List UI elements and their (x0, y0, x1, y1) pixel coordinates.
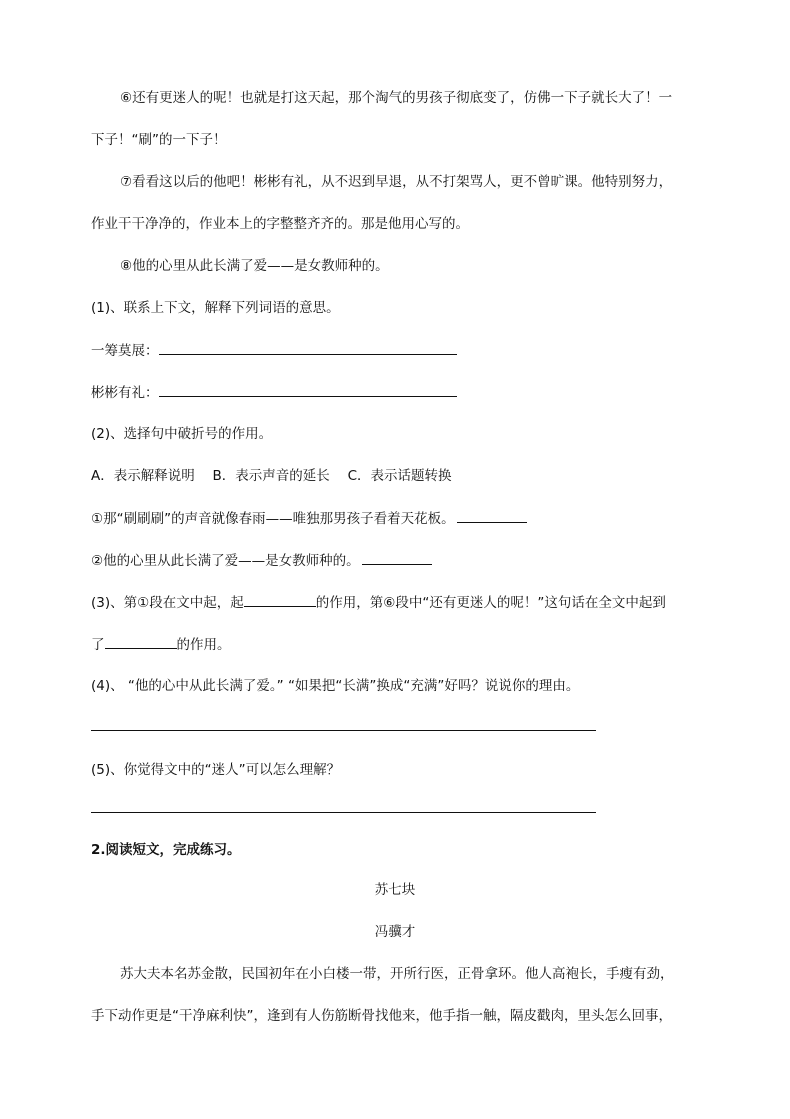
passage-p6-line2: 下子！“刷”的一下子！ (91, 132, 227, 148)
question-3-text-d: 的作用。 (176, 637, 231, 653)
question-2-item-2 (91, 550, 432, 571)
passage-p7-line2: 作业干干净净的，作业本上的字整整齐齐的。那是他用心写的。 (91, 216, 469, 232)
question-2-prompt: (2)、选择句中破折号的作用。 (91, 426, 273, 442)
question-3-text-c: 了 (91, 637, 105, 653)
question-2-item-2-text: ②他的心里从此长满了爱——是女教师种的。 (91, 553, 360, 569)
story-para-1-line-1: 苏大夫本名苏金散，民国初年在小白楼一带，开所行医，正骨拿环。他人高袍长，手瘦有劲， (120, 966, 674, 982)
answer-blank-3b[interactable] (105, 634, 177, 649)
story-title: 苏七块 (374, 882, 416, 898)
story-para-1-line-2: 手下动作更是“干净麻利快”，逢到有人伤筋断骨找他来，他手指一触，隔皮戳肉，里头怎么回事， (91, 1008, 672, 1024)
question-3-text-a: (3)、第①段在文中起，起 (91, 595, 244, 611)
section-2-heading: 2.阅读短文，完成练习。 (91, 842, 241, 858)
question-3-line-1 (91, 592, 666, 613)
answer-blank-3a[interactable] (244, 592, 316, 607)
answer-blank-2b[interactable] (362, 550, 432, 565)
answer-line-4[interactable] (91, 730, 596, 731)
answer-blank-1a[interactable] (159, 340, 457, 355)
answer-blank-1b[interactable] (159, 382, 457, 397)
question-1-prompt: (1)、联系上下文，解释下列词语的意思。 (91, 300, 340, 316)
passage-p6-line1: ⑥还有更迷人的呢！也就是打这天起，那个淘气的男孩子彻底变了，仿佛一下子就长大了！一 (120, 90, 673, 106)
question-1-item-1 (91, 340, 457, 361)
story-author: 冯骥才 (374, 924, 416, 940)
question-2-item-1-text: ①那“刷刷刷”的声音就像春雨——唯独那男孩子看着天花板。 (91, 511, 455, 527)
question-2-item-1 (91, 508, 527, 529)
question-3-line-2 (91, 634, 231, 655)
question-1-item-2 (91, 382, 457, 403)
question-2-options: A．表示解释说明 B．表示声音的延长 C．表示话题转换 (91, 468, 452, 484)
question-5-prompt: (5)、你觉得文中的“迷人”可以怎么理解？ (91, 762, 341, 778)
answer-blank-2a[interactable] (457, 508, 527, 523)
question-1-item-2-label: 彬彬有礼： (91, 385, 159, 401)
question-3-text-b: 的作用，第⑥段中“还有更迷人的呢！”这句话在全文中起到 (315, 595, 666, 611)
answer-line-5[interactable] (91, 812, 596, 813)
question-4-prompt: (4)、 “他的心中从此长满了爱。” “如果把“长满”换成“充满”好吗？说说你的理由。 (91, 678, 580, 694)
passage-p7-line1: ⑦看看这以后的他吧！彬彬有礼，从不迟到早退，从不打架骂人，更不曾旷课。他特别努力， (120, 174, 673, 190)
question-1-item-1-label: 一筹莫展： (91, 343, 159, 359)
passage-p8: ⑧他的心里从此长满了爱——是女教师种的。 (120, 258, 389, 274)
